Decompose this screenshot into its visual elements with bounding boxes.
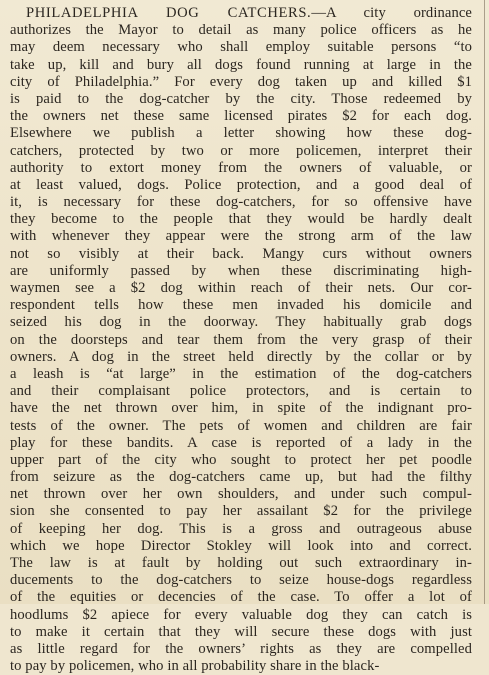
article-line: a leash is “at large” in the estimation of the dog-catchers [10,365,472,382]
article-line: tests of the owner. The pets of women and children are fair [10,417,472,434]
article-line: owners. A dog in the street held directly by the collar or by [10,348,472,365]
article-line: from seizure as the dog-catchers came up, but had the filthy [10,469,472,486]
column-rule [484,0,485,604]
article-line: city of Philadelphia.” For every dog taken up and killed $1 [10,73,472,90]
article-line: on the doorsteps and tear them from the very grasp of their [10,331,472,348]
article-line: hoodlums $2 apiece for every valuable dog they can catch is [10,606,472,623]
article-line: net thrown over her own shoulders, and under such compul- [10,486,472,503]
article-line: with whenever they appear were the strong arm of the law [10,228,472,245]
article-line: waymen see a $2 dog within reach of their nets. Our cor- [10,280,472,296]
article-line: respondent tells how these men invaded his domicile and [10,297,472,314]
article-line: seized his dog in the doorway. They habitually grab dogs [10,314,472,331]
article-headline: PHILADELPHIA DOG CATCHERS. [26,5,312,21]
article-line: to pay by policemen, who in all probability share in the black- [10,658,380,675]
article-line: of the equities or decencies of the case. To offer a lot of [10,589,472,606]
article-line-text: —A city ordinance [311,5,472,21]
article-line: not so visibly at their back. Mangy curs without owners [10,245,472,262]
article-line: take up, kill and bury all dogs found running at large in the [10,56,472,73]
article-line [10,5,472,22]
article-line: have the net thrown over him, in spite of the indignant pro- [10,400,472,417]
article-line: to make it certain that they will secure these dogs with just [10,623,472,640]
article-line: the owners net these same licensed pirates $2 for each dog. [10,108,472,125]
article-line: upper part of the city who sought to protect her pet poodle [10,451,472,468]
article-line: as little regard for the owners’ rights as they are compelled [10,640,472,657]
article-line: may deem necessary who shall employ suitable persons “to [10,39,472,56]
article-line: at least valued, dogs. Police protection, and a good deal of [10,176,472,193]
article-line: which we hope Director Stokley will look into and correct. [10,537,472,554]
article-line: they become to the people that they would be hardly dealt [10,211,472,228]
article-line: of keeping her dog. This is a gross and outrageous abuse [10,520,472,537]
article-line: are uniformly passed by when these discriminating high- [10,262,472,279]
article-philadelphia-dog-catchers [10,5,480,675]
article-line: play for these bandits. A case is reported of a lady in the [10,434,472,451]
article-line: is paid to the dog-catcher by the city. Those redeemed by [10,90,472,107]
article-line: authority to extort money from the owners of valuable, or [10,159,472,176]
article-line: The law is at fault by holding out such extraordinary in- [10,555,472,571]
article-line: Elsewhere we publish a letter showing how these dog- [10,125,472,142]
article-line: ducements to the dog-catchers to seize house-dogs regardless [10,572,472,589]
article-line: catchers, protected by two or more policemen, interpret their [10,142,472,159]
article-line: it, is necessary for these dog-catchers, for so offensive have [10,194,472,211]
article-line: and their complaisant police protectors, and is certain to [10,383,472,400]
article-line: authorizes the Mayor to detail as many police officers as he [10,22,472,39]
article-line: sion she consented to pay her assailant $2 for the privilege [10,503,472,520]
